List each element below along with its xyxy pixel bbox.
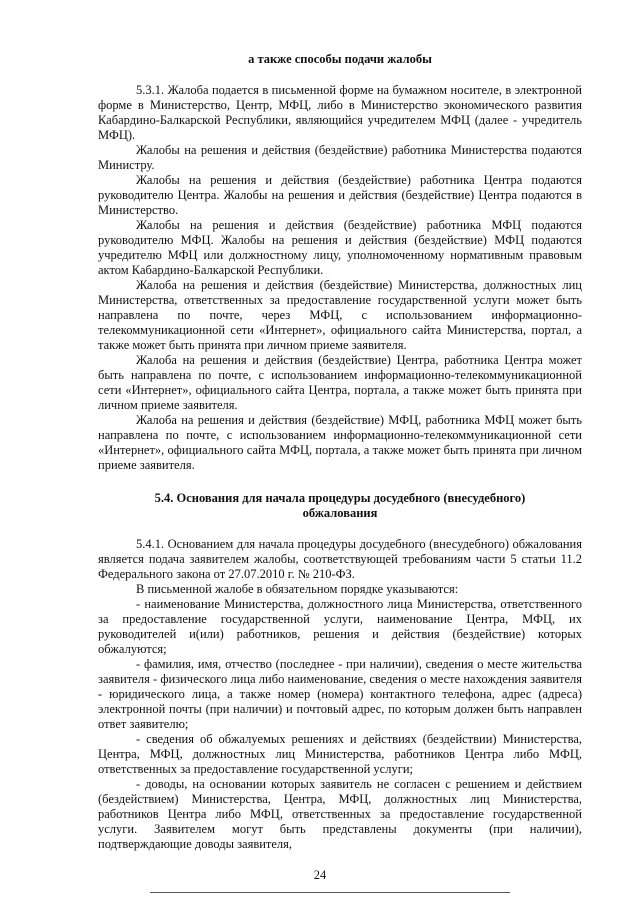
list-item: - сведения об обжалуемых решениях и действиях (бездействии) Министерства, Центра, МФЦ, должностных лиц Министерства, работников Центра либо МФЦ, ответственных за предоставление государственной услуги;: [98, 732, 582, 776]
section-heading-continued: а также способы подачи жалобы: [248, 52, 432, 66]
paragraph: Жалоба на решения и действия (бездействие) Министерства, должностных лиц Министерства, ответственных за предоставление государственной услуги может быть направлена по почте, через МФЦ, с использованием информационно-телекоммуникационной сети «Интернет», официального сайта Министерства, портал, а также может быть принята при личном приеме заявителя.: [98, 278, 582, 352]
paragraph-5-4-1: 5.4.1. Основанием для начала процедуры досудебного (внесудебного) обжалования является подача заявителем жалобы, соответствующей требованиям части 5 статьи 11.2 Федерального закона от 27.07.2010 г. № 210-ФЗ.: [98, 537, 582, 581]
paragraph: Жалобы на решения и действия (бездействие) работника Министерства подаются Министру.: [98, 143, 582, 172]
list-item: - наименование Министерства, должностного лица Министерства, ответственного за предоставление государственной услуги, наименование Центра, МФЦ, их руководителей и(или) работников, решения и действия (бездействие) которых обжалуются;: [98, 597, 582, 656]
paragraph: Жалобы на решения и действия (бездействие) работника Центра подаются руководителю Центра. Жалобы на решения и действия (бездействие) Центра подаются в Министерство.: [98, 173, 582, 217]
section-5-4-heading-line2: обжалования: [302, 506, 378, 520]
section-5-4-heading: [98, 491, 582, 521]
page-number: 24: [313, 868, 327, 882]
section-5-4-body: [98, 537, 582, 852]
paragraph-5-3-1: 5.3.1. Жалоба подается в письменной форме на бумажном носителе, в электронной форме в Министерство, Центр, МФЦ, либо в Министерство экономического развития Кабардино-Балкарской Республики, являющийся учредителем МФЦ (далее - учредитель МФЦ).: [98, 83, 582, 142]
list-item: - доводы, на основании которых заявитель не согласен с решением и действием (бездействием) Министерства, Центра, МФЦ, должностных лиц Министерства, работников Центра либо МФЦ, ответственных за предоставление государственной услуги. Заявителем могут быть представлены документы (при наличии), подтверждающие доводы заявителя,: [98, 777, 582, 851]
section-5-3-body: [98, 83, 582, 473]
paragraph: В письменной жалобе в обязательном порядке указываются:: [136, 582, 459, 596]
footer-divider: [150, 892, 510, 893]
paragraph: Жалоба на решения и действия (бездействие) МФЦ, работника МФЦ может быть направлена по почте, с использованием информационно-телекоммуникационной сети «Интернет», официального сайта МФЦ, портала, а также может быть принята при личном приеме заявителя.: [98, 413, 582, 472]
section-5-4-heading-line1: 5.4. Основания для начала процедуры досудебного (внесудебного): [154, 491, 526, 505]
paragraph: Жалобы на решения и действия (бездействие) работника МФЦ подаются руководителю МФЦ. Жалобы на решения и действия (бездействие) МФЦ подаются учредителю МФЦ или должностному лицу, уполномоченному нормативным правовым актом Кабардино-Балкарской Республики.: [98, 218, 582, 277]
paragraph: Жалоба на решения и действия (бездействие) Центра, работника Центра может быть направлена по почте, с использованием информационно-телекоммуникационной сети «Интернет», официального сайта Центра, портала, а также может быть принята при личном приеме заявителя.: [98, 353, 582, 412]
list-item: - фамилия, имя, отчество (последнее - при наличии), сведения о месте жительства заявителя - физического лица либо наименование, сведения о месте нахождения заявителя - юридического лица, а также номер (номера) контактного телефона, адрес (адреса) электронной почты (при наличии) и почтовый адрес, по которым должен быть направлен ответ заявителю;: [98, 657, 582, 731]
